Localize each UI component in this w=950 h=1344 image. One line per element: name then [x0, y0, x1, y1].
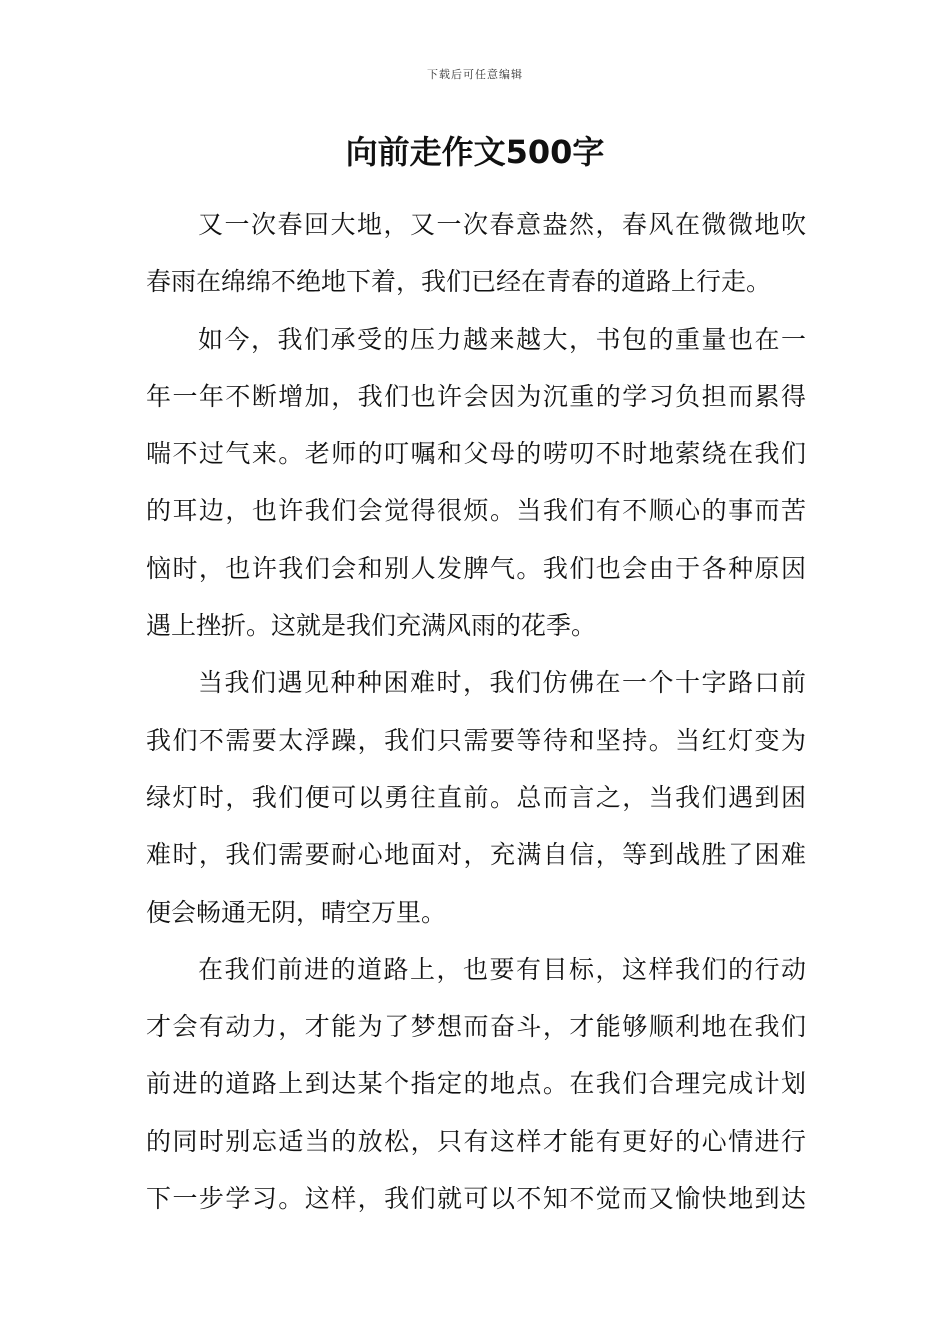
text-line: 年一年不断增加，我们也许会因为沉重的学习负担而累得 [146, 381, 806, 411]
text-line: 又一次春回大地，又一次春意盎然，春风在微微地吹 [198, 210, 806, 239]
text-line: 如今，我们承受的压力越来越大，书包的重量也在一 [198, 324, 806, 354]
text-line: 绿灯时，我们便可以勇往直前。总而言之，当我们遇到困 [146, 782, 806, 812]
text-line: 恼时，也许我们会和别人发脾气。我们也会由于各种原因 [146, 553, 806, 583]
text-line: 当我们遇见种种困难时，我们仿佛在一个十字路口前 [198, 668, 806, 698]
page-title: 向前走作文500字 [345, 133, 605, 171]
text-line: 前进的道路上到达某个指定的地点。在我们合理完成计划 [146, 1069, 806, 1099]
text-line: 在我们前进的道路上，也要有目标，这样我们的行动 [198, 954, 806, 984]
text-line: 下一步学习。这样，我们就可以不知不觉而又愉快地到达 [146, 1184, 806, 1214]
text-line: 我们不需要太浮躁，我们只需要等待和坚持。当红灯变为 [146, 725, 806, 755]
text-line: 难时，我们需要耐心地面对，充满自信，等到战胜了困难 [146, 840, 806, 870]
header-note: 下载后可任意编辑 [427, 68, 523, 81]
text-line: 的耳边，也许我们会觉得很烦。当我们有不顺心的事而苦 [146, 496, 806, 526]
text-line: 春雨在绵绵不绝地下着，我们已经在青春的道路上行走。 [146, 267, 772, 297]
text-line: 的同时别忘适当的放松，只有这样才能有更好的心情进行 [146, 1126, 806, 1156]
text-line: 喘不过气来。老师的叮嘱和父母的唠叨不时地萦绕在我们 [146, 439, 806, 469]
text-line: 遇上挫折。这就是我们充满风雨的花季。 [146, 611, 597, 641]
text-line: 才会有动力，才能为了梦想而奋斗，才能够顺利地在我们 [146, 1012, 806, 1042]
essay-body [146, 196, 806, 1227]
text-line: 便会畅通无阴，晴空万里。 [146, 897, 447, 927]
